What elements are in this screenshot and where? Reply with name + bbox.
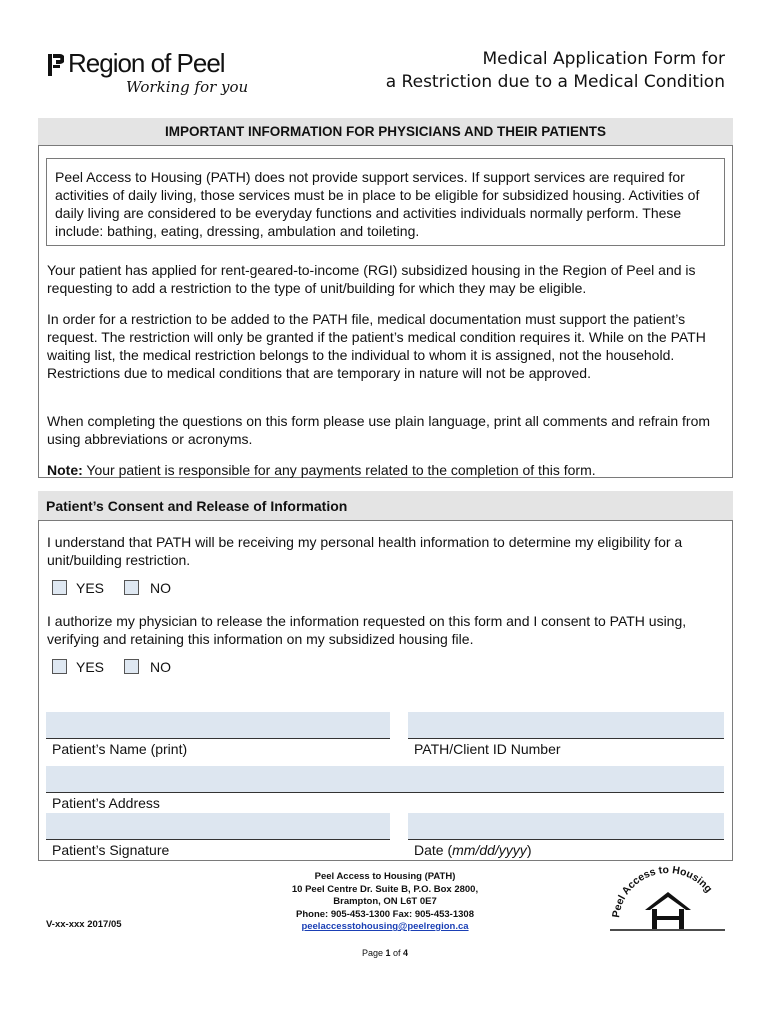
- form-code: V-xx-xxx 2017/05: [46, 919, 122, 930]
- client-id-label: PATH/Client ID Number: [414, 741, 561, 757]
- info-paragraph-plain-language: When completing the questions on this form please use plain language, print all comments and refrain from using abbreviations or acronyms.: [47, 413, 711, 447]
- org-tagline: Working for you: [126, 78, 249, 96]
- date-input[interactable]: [408, 813, 724, 840]
- consent-heading: Patient’s Consent and Release of Information: [38, 491, 733, 521]
- peel-logo-icon: [48, 54, 64, 76]
- path-logo-text: Peel Access to Housing: [610, 863, 715, 919]
- consent-1-no-label: NO: [150, 580, 171, 596]
- consent-1-yes-label: YES: [76, 580, 105, 596]
- note-text: Your patient is responsible for any payments related to the completion of this form.: [82, 462, 596, 478]
- path-email-link[interactable]: peelaccesstohousing@peelregion.ca: [301, 921, 469, 932]
- path-org-name: Peel Access to Housing (PATH): [314, 871, 456, 882]
- consent-2-no-checkbox[interactable]: [124, 659, 139, 674]
- info-paragraph-restriction: In order for a restriction to be added to the PATH file, medical documentation must support the patient’s request. The restriction will only be granted if the patient’s medical condition requires it. While on the PATH waiting list, the medical restriction belongs to the individual to whom it is assigned, not the household. Restrictions due to medical conditions that are temporary in nature will not be approved.: [47, 311, 706, 381]
- date-label: [414, 842, 531, 858]
- consent-1-no-checkbox[interactable]: [124, 580, 139, 595]
- consent-2-yes-checkbox[interactable]: [52, 659, 67, 674]
- org-name: Region of Peel: [68, 48, 225, 78]
- consent-1-yes-checkbox[interactable]: [52, 580, 67, 595]
- date-label-close: ): [526, 842, 532, 858]
- page-of: of: [390, 948, 404, 958]
- path-phone-fax: Phone: 905-453-1300 Fax: 905-453-1308: [296, 908, 474, 920]
- page-number: [0, 948, 770, 958]
- path-address-line2: Brampton, ON L6T 0E7: [333, 896, 437, 907]
- form-title-line2: a Restriction due to a Medical Condition: [385, 72, 725, 92]
- page-prefix: Page: [361, 948, 386, 958]
- support-services-notice: Peel Access to Housing (PATH) does not provide support services. If support services are required for activities of daily living, those services must be in place to be eligible for subsidized housing. Activities of daily living are considered to be everyday functions and activities individuals normally perform. These include: bathing, eating, dressing, ambulation and toileting.: [46, 158, 725, 246]
- patient-name-label: Patient’s Name (print): [52, 741, 188, 757]
- important-info-heading: IMPORTANT INFORMATION FOR PHYSICIANS AND THEIR PATIENTS: [38, 118, 733, 146]
- consent-2-yes-label: YES: [76, 659, 105, 675]
- page-current: 1: [385, 948, 391, 958]
- consent-2-no-label: NO: [150, 659, 171, 675]
- consent-2-options: [52, 657, 252, 677]
- page-total: 4: [403, 948, 409, 958]
- info-paragraph-rgi: Your patient has applied for rent-geared-to-income (RGI) subsidized housing in the Region of Peel and is requesting to add a restriction to the type of unit/building for which they may be eligible.: [47, 262, 696, 296]
- consent-1-options: [52, 578, 252, 598]
- note-label: Note:: [47, 462, 83, 478]
- consent-question-1: I understand that PATH will be receiving my personal health information to determine my eligibility for a unit/building restriction.: [47, 534, 683, 568]
- client-id-input[interactable]: [408, 712, 724, 739]
- path-address-line1: 10 Peel Centre Dr. Suite B, P.O. Box 2800,: [291, 883, 479, 895]
- patient-address-input[interactable]: [46, 766, 724, 793]
- date-label-text: Date (: [414, 842, 453, 858]
- path-contact-block: [260, 871, 510, 934]
- region-of-peel-logo: [46, 48, 249, 108]
- patient-name-input[interactable]: [46, 712, 390, 739]
- house-icon: [645, 892, 691, 929]
- form-title-line1: Medical Application Form for: [482, 49, 725, 69]
- patient-signature-label: Patient’s Signature: [52, 842, 170, 858]
- path-logo: [605, 862, 730, 934]
- patient-address-label: Patient’s Address: [52, 795, 160, 811]
- payment-note: [47, 461, 727, 479]
- date-format: mm/dd/yyyy: [452, 842, 527, 858]
- consent-question-2: I authorize my physician to release the information requested on this form and I consent to PATH using, verifying and retaining this information on my subsidized housing file.: [47, 613, 687, 647]
- form-title: [386, 48, 725, 94]
- patient-signature-input[interactable]: [46, 813, 390, 840]
